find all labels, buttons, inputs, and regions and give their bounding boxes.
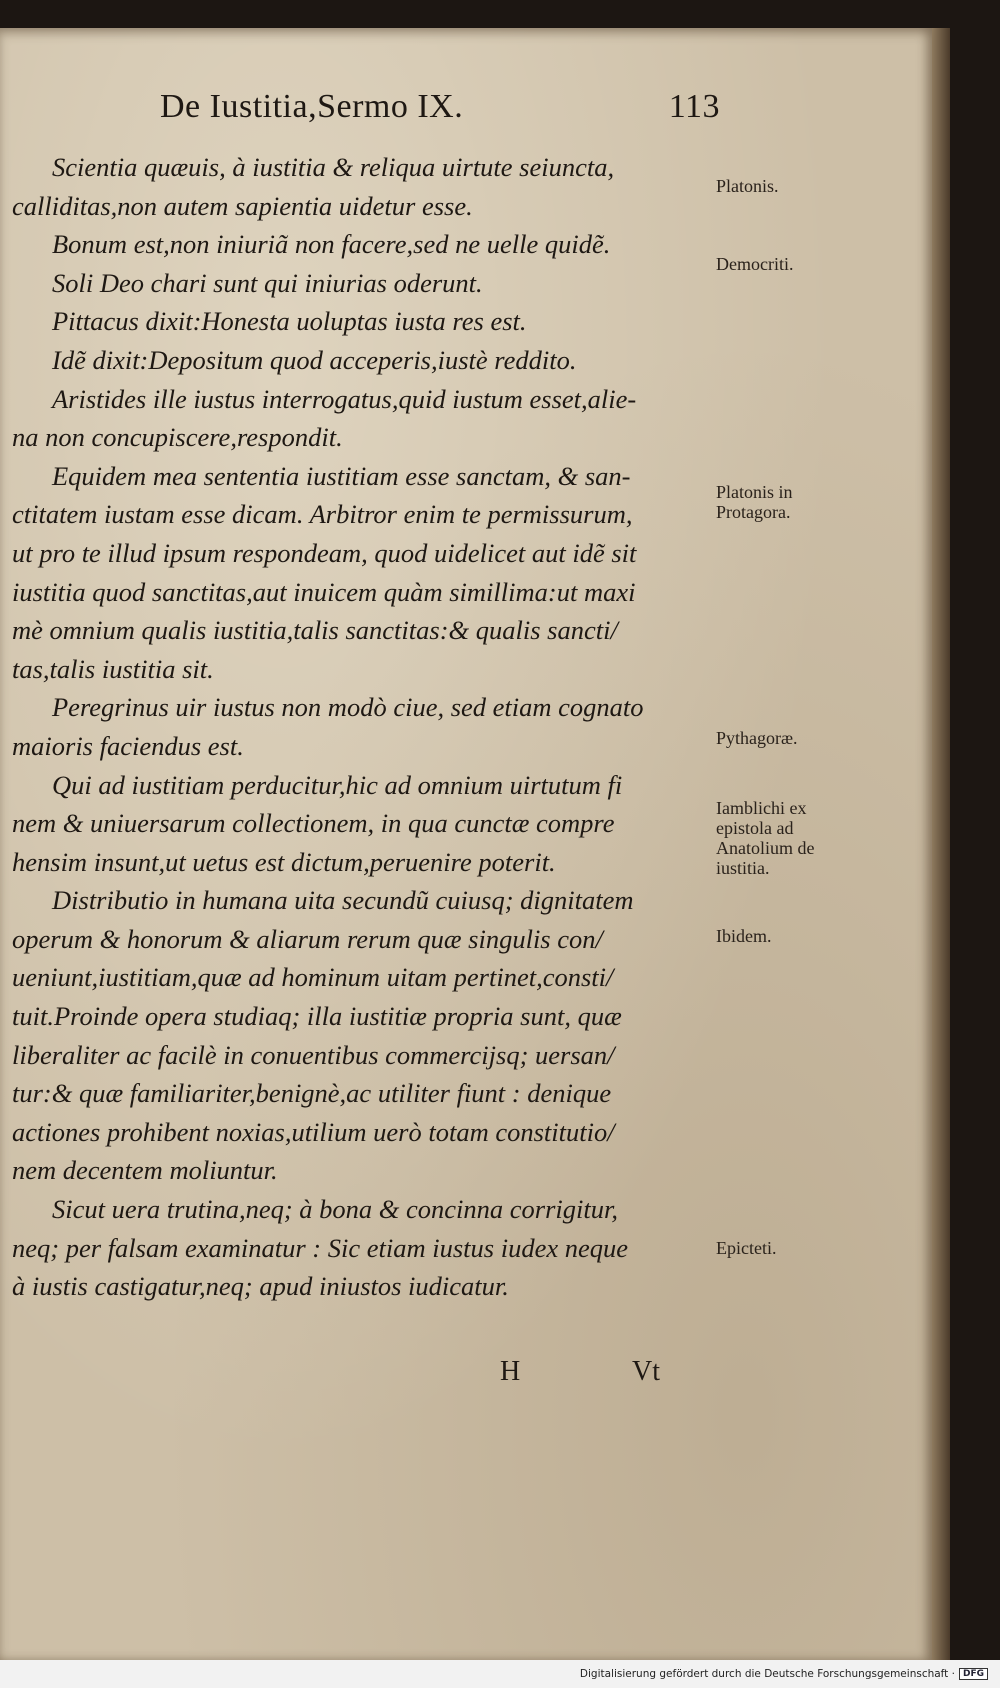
text-line: ctitatem iustam esse dicam. Arbitror enim te permissurum,: [12, 499, 633, 530]
text-line: Peregrinus uir iustus non modò ciue, sed etiam cognato: [52, 692, 644, 723]
text-line: neq; per falsam examinatur : Sic etiam iustus iudex neque: [12, 1232, 628, 1263]
paragraph: [12, 881, 712, 1190]
text-line: Bonum est,non iniuriã non facere,sed ne uelle quidẽ.: [52, 229, 611, 260]
catchword: Vt: [632, 1356, 660, 1387]
page-number: 113: [668, 88, 720, 125]
text-line: ueniunt,iustitiam,quæ ad hominum uitam pertinet,consti/: [12, 962, 614, 993]
paragraph: [12, 457, 712, 689]
signature-mark: H: [500, 1356, 521, 1387]
marginal-note: Iamblichi ex epistola ad Anatolium de iustitia.: [716, 798, 815, 878]
paragraph: [12, 302, 712, 341]
text-line: actiones prohibent noxias,utilium uerò totam constitutio/: [12, 1116, 615, 1147]
paragraph: [12, 225, 712, 264]
text-line: tas,talis iustitia sit.: [12, 653, 214, 684]
text-line: Idẽ dixit:Depositum quod acceperis,iustè reddito.: [52, 344, 577, 375]
text-line: na non concupiscere,respondit.: [12, 422, 343, 453]
main-text: [12, 148, 712, 1306]
text-line: ut pro te illud ipsum respondeam, quod uidelicet aut idẽ sit: [12, 537, 637, 568]
text-line: Aristides ille iustus interrogatus,quid iustum esset,alie-: [52, 383, 637, 414]
marginal-note: Ibidem.: [716, 926, 772, 946]
paragraph: [12, 1190, 712, 1306]
text-line: tur:& quæ familiariter,benignè,ac utiliter fiunt : denique: [12, 1078, 612, 1109]
text-line: Soli Deo chari sunt qui iniurias oderunt.: [52, 267, 483, 298]
paragraph: [12, 148, 712, 225]
paragraph: [12, 688, 712, 765]
marginal-note: Pythagoræ.: [716, 728, 798, 748]
paragraph: [12, 766, 712, 882]
footer-credit: Digitalisierung gefördert durch die Deutsche Forschungsgemeinschaft ·: [579, 1668, 955, 1680]
text-line: nem & uniuersarum collectionem, in qua cunctæ compre: [12, 808, 615, 839]
footer-bar: [0, 1660, 1000, 1688]
text-line: maioris faciendus est.: [12, 730, 244, 761]
book-page: [0, 28, 932, 1660]
marginal-note: Platonis.: [716, 176, 779, 196]
page-edge: [932, 28, 950, 1660]
text-line: hensim insunt,ut uetus est dictum,peruenire poterit.: [12, 846, 556, 877]
text-line: iustitia quod sanctitas,aut inuicem quàm simillima:ut maxi: [12, 576, 636, 607]
catchword-line: [500, 1356, 660, 1388]
text-line: Sicut uera trutina,neq; à bona & concinna corrigitur,: [52, 1194, 619, 1225]
text-line: mè omnium qualis iustitia,talis sanctitas:& qualis sancti/: [12, 615, 618, 646]
text-line: Qui ad iustitiam perducitur,hic ad omnium uirtutum fi: [52, 769, 623, 800]
marginal-note: Epicteti.: [716, 1238, 777, 1258]
paragraph: [12, 341, 712, 380]
text-line: Pittacus dixit:Honesta uoluptas iusta res est.: [52, 306, 527, 337]
running-head: [160, 88, 720, 126]
paragraph: [12, 380, 712, 457]
text-line: tuit.Proinde opera studiaq; illa iustitiæ propria sunt, quæ: [12, 1001, 622, 1032]
text-line: à iustis castigatur,neq; apud iniustos iudicatur.: [12, 1271, 509, 1302]
marginal-note: Democriti.: [716, 254, 794, 274]
text-line: nem decentem moliuntur.: [12, 1155, 278, 1186]
text-line: Scientia quæuis, à iustitia & reliqua uirtute seiuncta,: [52, 152, 615, 182]
text-line: calliditas,non autem sapientia uidetur esse.: [12, 190, 473, 221]
page-title: De Iustitia,Sermo IX.: [160, 88, 464, 125]
marginal-note: Platonis in Protagora.: [716, 482, 793, 522]
text-line: liberaliter ac facilè in conuentibus commercijsq; uersan/: [12, 1039, 615, 1070]
text-line: operum & honorum & aliarum rerum quæ singulis con/: [12, 923, 603, 954]
text-line: Equidem mea sententia iustitiam esse sanctam, & san-: [52, 460, 631, 491]
paragraph: [12, 264, 712, 303]
dfg-logo-icon: DFG: [959, 1668, 988, 1680]
text-line: Distributio in humana uita secundũ cuiusq; dignitatem: [52, 885, 634, 916]
